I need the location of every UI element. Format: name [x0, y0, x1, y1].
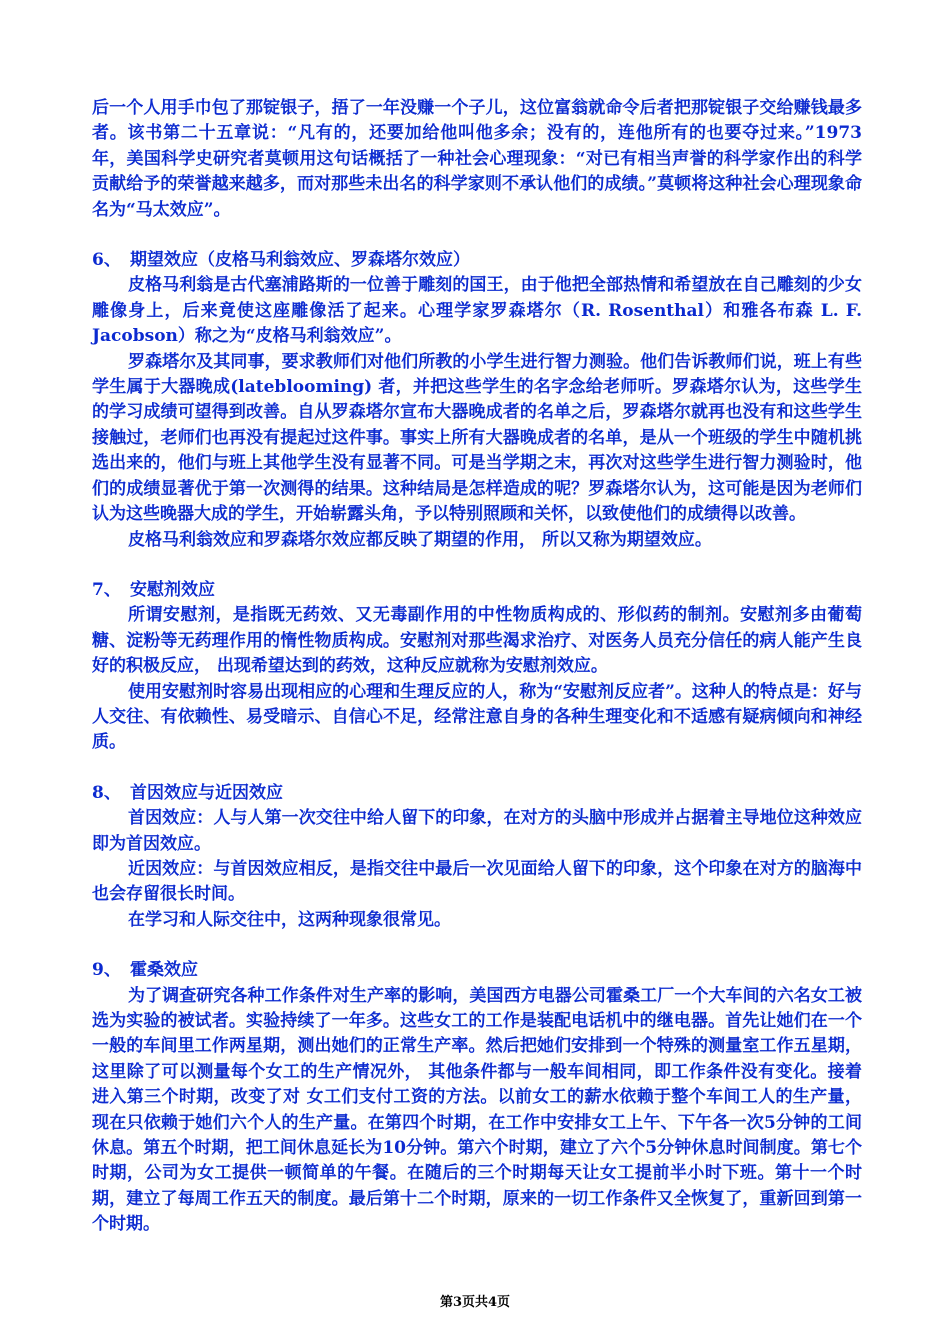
- section-heading: [92, 578, 862, 603]
- document-body: [92, 96, 862, 1238]
- section-number: 9、: [92, 960, 121, 981]
- paragraph: 罗森塔尔及其同事，要求教师们对他们所教的小学生进行智力测验。他们告诉教师们说，班上有些学生属于大器晚成(lateblooming) 者，并把这些学生的名字念给老师听。罗森塔尔认为，这些学生的学习成绩可望得到改善。自从罗森塔尔宣布大器晚成者的名单之后，罗森塔尔就再也没有和这些学生接触过，老师们也再没有提起过这件事。事实上所有大器晚成者的名单，是从一个班级的学生中随机挑选出来的，他们与班上其他学生没有显著不同。可是当学期之末，再次对这些学生进行智力测验时，他们的成绩显著优于第一次测得的结果。这种结局是怎样造成的呢？罗森塔尔认为，这可能是因为老师们认为这些晚器大成的学生，开始崭露头角，予以特别照顾和关怀，以致使他们的成绩得以改善。: [92, 351, 862, 525]
- section-8: [92, 781, 862, 933]
- paragraph: 皮格马利翁效应和罗森塔尔效应都反映了期望的作用， 所以又称为期望效应。: [128, 529, 712, 550]
- section-title: 期望效应（皮格马利翁效应、罗森塔尔效应）: [130, 250, 470, 271]
- section-6: [92, 248, 862, 553]
- paragraph: 皮格马利翁是古代塞浦路斯的一位善于雕刻的国王，由于他把全部热情和希望放在自己雕刻的少女雕像身上，后来竟使这座雕像活了起来。心理学家罗森塔尔（R. Rosenthal）和雅各布森 L. F. Jacobson）称之为“皮格马利翁效应”。: [92, 275, 862, 347]
- section-number: 8、: [92, 782, 121, 803]
- section-title: 安慰剂效应: [130, 579, 215, 600]
- paragraph: 近因效应：与首因效应相反，是指交往中最后一次见面给人留下的印象，这个印象在对方的脑海中也会存留很长时间。: [92, 858, 862, 905]
- section-number: 6、: [92, 250, 121, 271]
- section-9: [92, 958, 862, 1237]
- paragraph: 在学习和人际交往中，这两种现象很常见。: [128, 909, 451, 930]
- paragraph: 所谓安慰剂，是指既无药效、又无毒副作用的中性物质构成的、形似药的制剂。安慰剂多由葡萄糖、淀粉等无药理作用的惰性物质构成。安慰剂对那些渴求治疗、对医务人员充分信任的病人能产生良好的积极反应， 出现希望达到的药效，这种反应就称为安慰剂效应。: [92, 605, 862, 677]
- section-number: 7、: [92, 579, 121, 600]
- section-7: [92, 578, 862, 756]
- paragraph: 为了调查研究各种工作条件对生产率的影响，美国西方电器公司霍桑工厂一个大车间的六名女工被选为实验的被试者。实验持续了一年多。这些女工的工作是装配电话机中的继电器。首先让她们在一个一般的车间里工作两星期，测出她们的正常生产率。然后把她们安排到一个特殊的测量室工作五星期，这里除了可以测量每个女工的生产情况外， 其他条件都与一般车间相同，即工作条件没有变化。接着进入第三个时期，改变了对 女工们支付工资的方法。以前女工的薪水依赖于整个车间工人的生产量，现在只依赖于她们六个人的生产量。在第四个时期，在工作中安排女工上午、下午各一次5分钟的工间休息。第五个时期，把工间休息延长为10分钟。第六个时期，建立了六个5分钟休息时间制度。第七个时期，公司为女工提供一顿简单的午餐。在随后的三个时期每天让女工提前半小时下班。第十一个时期，建立了每周工作五天的制度。最后第十二个时期，原来的一切工作条件又全恢复了，重新回到第一个时期。: [92, 985, 862, 1235]
- section-title: 霍桑效应: [130, 960, 198, 981]
- paragraph: 首因效应：人与人第一次交往中给人留下的印象，在对方的头脑中形成并占据着主导地位这种效应即为首因效应。: [92, 808, 862, 854]
- intro-paragraph: 后一个人用手巾包了那锭银子，捂了一年没赚一个子儿，这位富翁就命令后者把那锭银子交给赚钱最多者。该书第二十五章说：“凡有的，还要加给他叫他多余；没有的，连他所有的也要夺过来。”1973年，美国科学史研究者莫顿用这句话概括了一种社会心理现象：“对已有相当声誉的科学家作出的科学贡献给予的荣誉越来越多，而对那些未出名的科学家则不承认他们的成绩。”莫顿将这种社会心理现象命名为“马太效应”。: [92, 98, 862, 220]
- section-heading: [92, 248, 862, 273]
- section-heading: [92, 958, 862, 983]
- section-heading: [92, 781, 862, 806]
- section-title: 首因效应与近因效应: [130, 782, 283, 803]
- paragraph: 使用安慰剂时容易出现相应的心理和生理反应的人，称为“安慰剂反应者”。这种人的特点是：好与人交往、有依赖性、易受暗示、自信心不足，经常注意自身的各种生理变化和不适感有疑病倾向和神经质。: [92, 681, 862, 753]
- page-footer: 第3页共4页: [439, 1295, 511, 1310]
